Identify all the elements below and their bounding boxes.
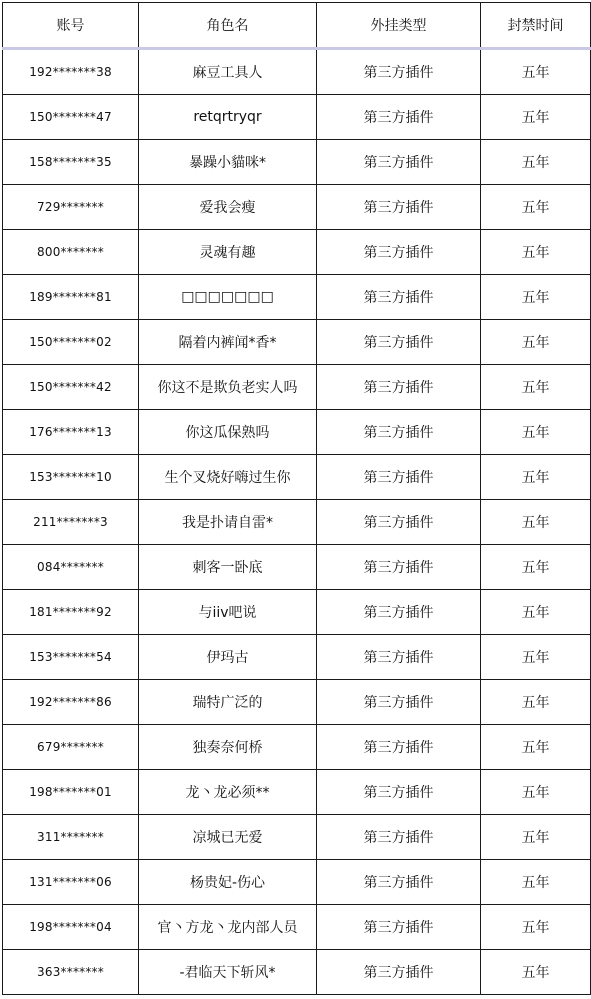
cheat-type-cell: 第三方插件 — [317, 275, 481, 320]
character-name-cell: -君临天下斩风* — [139, 950, 317, 995]
cheat-type-cell: 第三方插件 — [317, 230, 481, 275]
ban-duration-cell: 五年 — [481, 230, 591, 275]
character-name-cell: 凉城已无爱 — [139, 815, 317, 860]
character-name-cell: 伊玛古 — [139, 635, 317, 680]
account-cell: 363******* — [3, 950, 139, 995]
table-row — [3, 725, 591, 770]
ban-duration-cell: 五年 — [481, 680, 591, 725]
character-name-cell: 暴躁小貓咪* — [139, 140, 317, 185]
account-cell: 153*******10 — [3, 455, 139, 500]
cheat-type-cell: 第三方插件 — [317, 140, 481, 185]
ban-duration-cell: 五年 — [481, 635, 591, 680]
table-row — [3, 635, 591, 680]
cheat-type-cell: 第三方插件 — [317, 860, 481, 905]
table-row — [3, 365, 591, 410]
ban-duration-cell: 五年 — [481, 500, 591, 545]
ban-duration-cell: 五年 — [481, 140, 591, 185]
table-row — [3, 500, 591, 545]
ban-duration-cell: 五年 — [481, 365, 591, 410]
ban-list-table — [2, 2, 591, 995]
cheat-type-cell: 第三方插件 — [317, 365, 481, 410]
account-cell: 150*******42 — [3, 365, 139, 410]
account-cell: 150*******47 — [3, 95, 139, 140]
account-cell: 189*******81 — [3, 275, 139, 320]
cheat-type-cell: 第三方插件 — [317, 455, 481, 500]
ban-duration-cell: 五年 — [481, 49, 591, 95]
cheat-type-cell: 第三方插件 — [317, 950, 481, 995]
table-row — [3, 860, 591, 905]
table-row — [3, 545, 591, 590]
cheat-type-cell: 第三方插件 — [317, 770, 481, 815]
table-row — [3, 410, 591, 455]
table-row — [3, 275, 591, 320]
cheat-type-cell: 第三方插件 — [317, 545, 481, 590]
cheat-type-cell: 第三方插件 — [317, 680, 481, 725]
character-name-cell: 爱我会瘦 — [139, 185, 317, 230]
header-account: 账号 — [3, 3, 139, 49]
character-name-cell: 刺客一卧底 — [139, 545, 317, 590]
account-cell: 181*******92 — [3, 590, 139, 635]
table-row — [3, 185, 591, 230]
table-row — [3, 230, 591, 275]
table-row — [3, 49, 591, 95]
character-name-cell: 我是扑请自雷* — [139, 500, 317, 545]
account-cell: 679******* — [3, 725, 139, 770]
character-name-cell: 生个叉烧好嗨过生你 — [139, 455, 317, 500]
account-cell: 311******* — [3, 815, 139, 860]
character-name-cell: 你这瓜保熟吗 — [139, 410, 317, 455]
account-cell: 729******* — [3, 185, 139, 230]
table-row — [3, 950, 591, 995]
ban-duration-cell: 五年 — [481, 545, 591, 590]
ban-duration-cell: 五年 — [481, 860, 591, 905]
character-name-cell: 与iiv吧说 — [139, 590, 317, 635]
header-character-name: 角色名 — [139, 3, 317, 49]
table-row — [3, 590, 591, 635]
table-row — [3, 140, 591, 185]
ban-duration-cell: 五年 — [481, 455, 591, 500]
account-cell: 192*******86 — [3, 680, 139, 725]
account-cell: 211*******3 — [3, 500, 139, 545]
cheat-type-cell: 第三方插件 — [317, 185, 481, 230]
character-name-cell: 瑞特广泛的 — [139, 680, 317, 725]
cheat-type-cell: 第三方插件 — [317, 905, 481, 950]
account-cell: 158*******35 — [3, 140, 139, 185]
ban-duration-cell: 五年 — [481, 590, 591, 635]
cheat-type-cell: 第三方插件 — [317, 590, 481, 635]
table-row — [3, 320, 591, 365]
table-row — [3, 455, 591, 500]
character-name-cell: 隔着内裤闻*香* — [139, 320, 317, 365]
character-name-cell: 龙丶龙必须** — [139, 770, 317, 815]
ban-duration-cell: 五年 — [481, 815, 591, 860]
character-name-cell: 独奏奈何桥 — [139, 725, 317, 770]
ban-duration-cell: 五年 — [481, 95, 591, 140]
table-row — [3, 680, 591, 725]
account-cell: 084******* — [3, 545, 139, 590]
cheat-type-cell: 第三方插件 — [317, 49, 481, 95]
character-name-cell: □□□□□□□ — [139, 275, 317, 320]
ban-duration-cell: 五年 — [481, 320, 591, 365]
account-cell: 198*******04 — [3, 905, 139, 950]
ban-duration-cell: 五年 — [481, 905, 591, 950]
ban-duration-cell: 五年 — [481, 185, 591, 230]
account-cell: 800******* — [3, 230, 139, 275]
character-name-cell: retqrtryqr — [139, 95, 317, 140]
cheat-type-cell: 第三方插件 — [317, 635, 481, 680]
header-cheat-type: 外挂类型 — [317, 3, 481, 49]
ban-duration-cell: 五年 — [481, 950, 591, 995]
character-name-cell: 官丶方龙丶龙内部人员 — [139, 905, 317, 950]
table-row — [3, 815, 591, 860]
table-body — [3, 49, 591, 995]
account-cell: 192*******38 — [3, 49, 139, 95]
ban-duration-cell: 五年 — [481, 725, 591, 770]
cheat-type-cell: 第三方插件 — [317, 500, 481, 545]
cheat-type-cell: 第三方插件 — [317, 725, 481, 770]
table-row — [3, 95, 591, 140]
cheat-type-cell: 第三方插件 — [317, 95, 481, 140]
character-name-cell: 灵魂有趣 — [139, 230, 317, 275]
ban-duration-cell: 五年 — [481, 275, 591, 320]
table-row — [3, 905, 591, 950]
account-cell: 198*******01 — [3, 770, 139, 815]
table-row — [3, 770, 591, 815]
account-cell: 150*******02 — [3, 320, 139, 365]
cheat-type-cell: 第三方插件 — [317, 815, 481, 860]
character-name-cell: 麻豆工具人 — [139, 49, 317, 95]
account-cell: 131*******06 — [3, 860, 139, 905]
header-ban-duration: 封禁时间 — [481, 3, 591, 49]
character-name-cell: 你这不是欺负老实人吗 — [139, 365, 317, 410]
table-header-row — [3, 3, 591, 49]
character-name-cell: 杨贵妃-伤心 — [139, 860, 317, 905]
cheat-type-cell: 第三方插件 — [317, 320, 481, 365]
account-cell: 176*******13 — [3, 410, 139, 455]
cheat-type-cell: 第三方插件 — [317, 410, 481, 455]
account-cell: 153*******54 — [3, 635, 139, 680]
ban-duration-cell: 五年 — [481, 410, 591, 455]
ban-duration-cell: 五年 — [481, 770, 591, 815]
